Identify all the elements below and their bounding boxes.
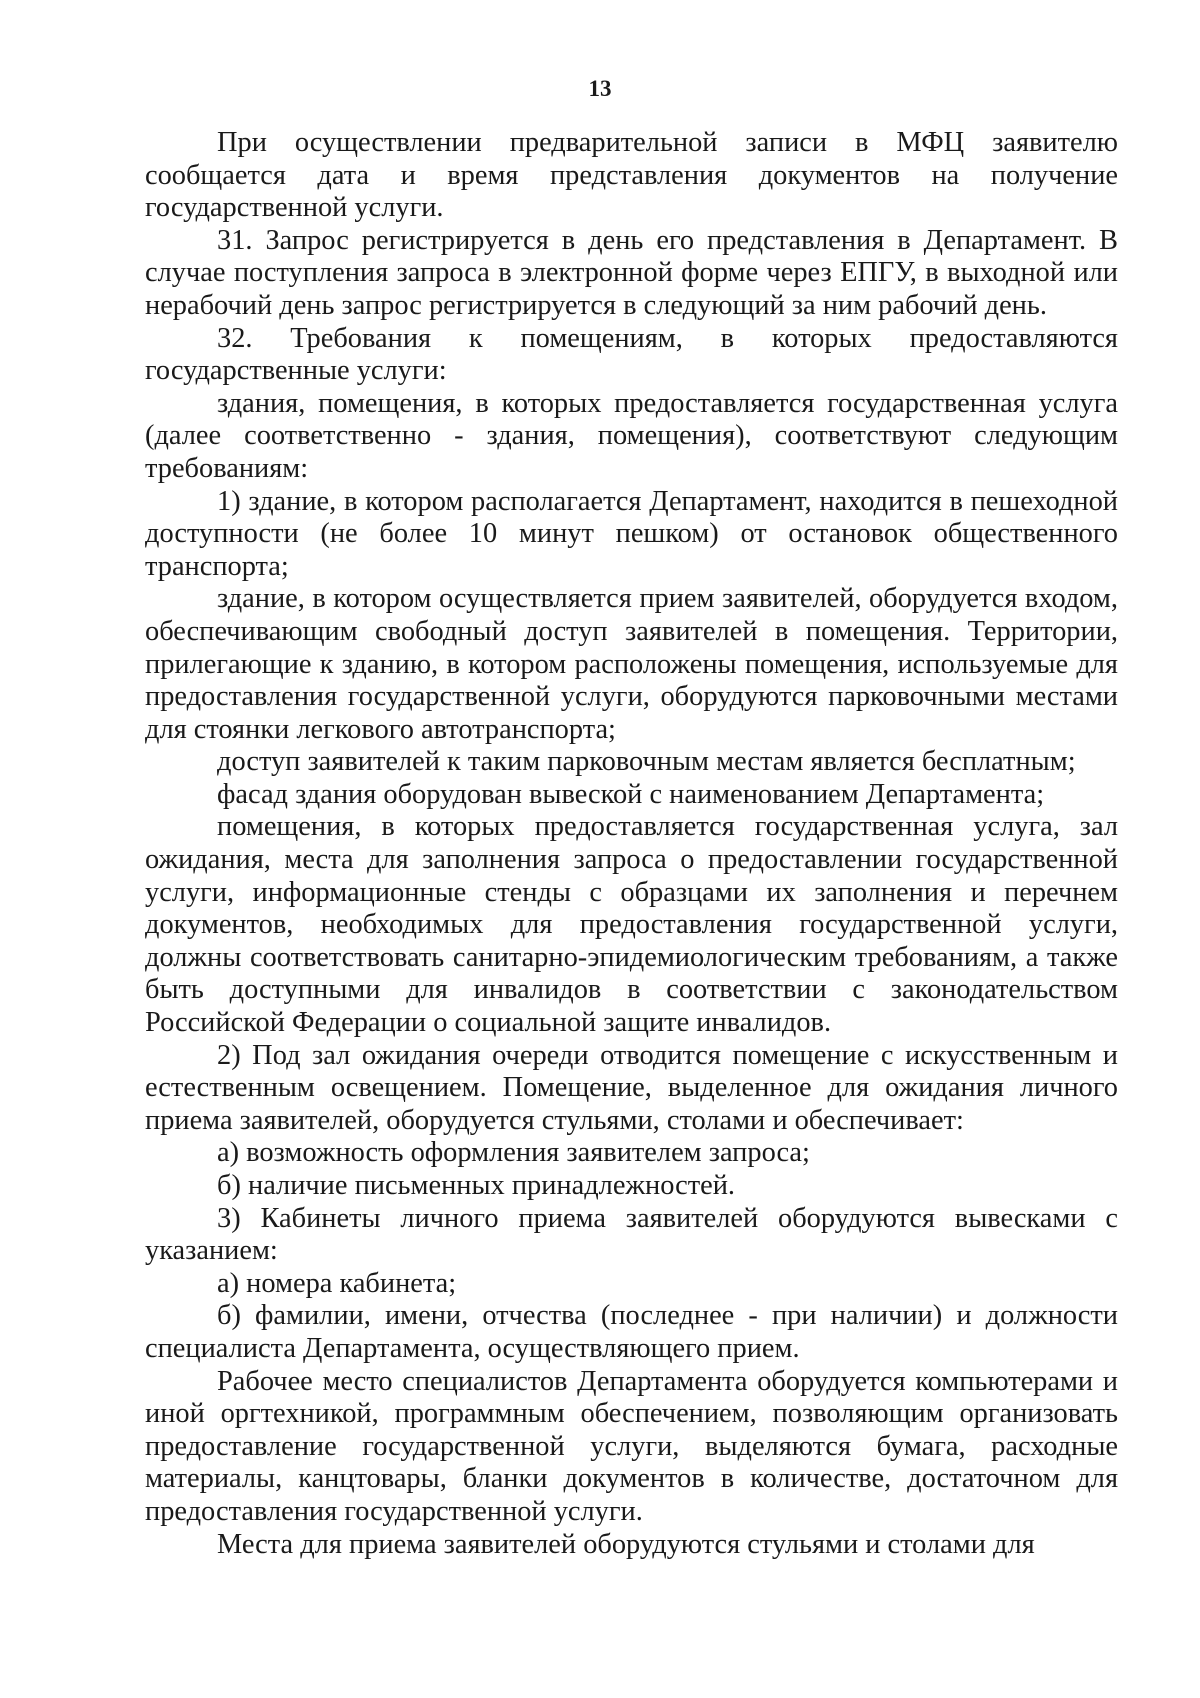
paragraph-2-waiting-hall: 2) Под зал ожидания очереди отводится помещение с искусственным и естественным освещением. Помещение, выделенное для ожидания личного приема заявителей, оборудуется стульями, столами и обеспечивает: bbox=[145, 1039, 1118, 1136]
paragraph-2a-request-form: а) возможность оформления заявителем запроса; bbox=[217, 1137, 810, 1169]
paragraph-reception-places: Места для приема заявителей оборудуются стульями и столами для bbox=[217, 1528, 1035, 1560]
paragraph-1-pedestrian-access: 1) здание, в котором располагается Департамент, находится в пешеходной доступности (не более 10 минут пешком) от остановок общественного транспорта; bbox=[145, 485, 1118, 582]
paragraph-sanitary-accessibility: помещения, в которых предоставляется государственная услуга, зал ожидания, места для заполнения запроса о предоставлении государственной услуги, информационные стенды с образцами их заполнения и перечнем документов, необходимых для предоставления государственной услуги, должны соответствовать санитарно-эпидемиологическим требованиям, а также быть доступными для инвалидов в соответствии с законодательством Российской Федерации о социальной защите инвалидов. bbox=[145, 811, 1118, 1039]
paragraph-mfc-appointment: При осуществлении предварительной записи в МФЦ заявителю сообщается дата и время представления документов на получение государственной услуги. bbox=[145, 127, 1118, 224]
paragraph-buildings-requirements: здания, помещения, в которых предоставляется государственная услуга (далее соответственно - здания, помещения), соответствуют следующим требованиям: bbox=[145, 387, 1118, 484]
paragraph-3-office-signs: 3) Кабинеты личного приема заявителей оборудуются вывесками с указанием: bbox=[145, 1202, 1118, 1267]
paragraph-facade-sign: фасад здания оборудован вывеской с наименованием Департамента; bbox=[217, 778, 1045, 810]
paragraph-workplace-equipment: Рабочее место специалистов Департамента оборудуется компьютерами и иной оргтехникой, программным обеспечением, позволяющим организовать предоставление государственной услуги, выделяются бумага, расходные материалы, канцтовары, бланки документов в количестве, достаточном для предоставления государственной услуги. bbox=[145, 1365, 1118, 1527]
page-number: 13 bbox=[588, 76, 612, 101]
paragraph-2b-writing-supplies: б) наличие письменных принадлежностей. bbox=[217, 1170, 736, 1201]
paragraph-31-registration: 31. Запрос регистрируется в день его представления в Департамент. В случае поступления запроса в электронной форме через ЕПГУ, в выходной или нерабочий день запрос регистрируется в следующий за ним рабочий день. bbox=[145, 224, 1118, 321]
paragraph-3a-office-number: а) номера кабинета; bbox=[217, 1267, 457, 1299]
document-body bbox=[145, 127, 1118, 1561]
paragraph-entrance-parking: здание, в котором осуществляется прием заявителей, оборудуется входом, обеспечивающим свободный доступ заявителей в помещения. Территории, прилегающие к зданию, в котором расположены помещения, используемые для предоставления государственной услуги, оборудуются парковочными местами для стоянки легкового автотранспорта; bbox=[145, 583, 1118, 745]
paragraph-32-premises-requirements: 32. Требования к помещениям, в которых предоставляются государственные услуги: bbox=[145, 322, 1118, 387]
paragraph-3b-specialist-name: б) фамилии, имени, отчества (последнее - при наличии) и должности специалиста Департамента, осуществляющего прием. bbox=[145, 1300, 1118, 1364]
paragraph-free-parking: доступ заявителей к таким парковочным местам является бесплатным; bbox=[217, 746, 1076, 778]
